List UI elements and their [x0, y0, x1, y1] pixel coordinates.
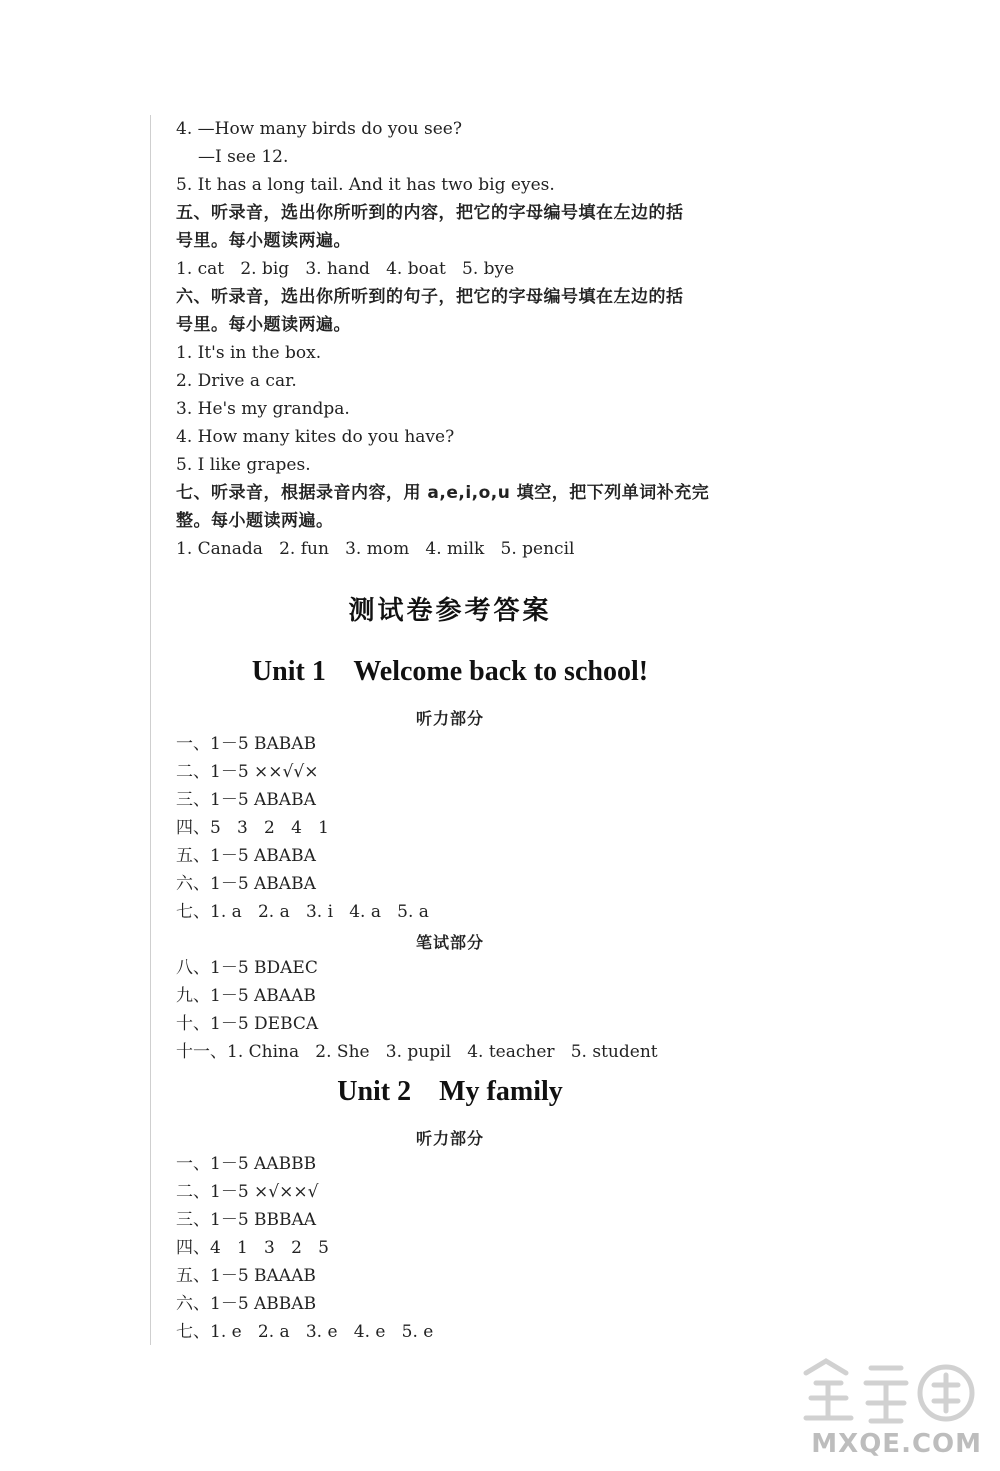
unit1-listening-answers [176, 730, 736, 926]
answer-key-title: 测试卷参考答案 [348, 596, 552, 626]
answer-row: 六、1－5 ABBAB [176, 1294, 317, 1314]
q7-heading-cont: 整。每小题读两遍。 [176, 511, 334, 531]
answer-row: 八、1－5 BDAEC [176, 958, 318, 978]
answer-row: 五、1－5 BAAAB [176, 1266, 316, 1286]
answer-row: 四、4 1 3 2 5 [176, 1238, 329, 1258]
q7-answers: 1. Canada 2. fun 3. mom 4. milk 5. pencil [176, 539, 575, 559]
unit2-title: Unit 2 My family [337, 1076, 563, 1107]
answer-row: 二、1－5 ×√××√ [176, 1182, 319, 1202]
unit1-listening-label: 听力部分 [415, 709, 484, 728]
q7-heading: 七、听录音，根据录音内容，用 a,e,i,o,u 填空，把下列单词补充完 [176, 483, 710, 503]
q6-heading-cont: 号里。每小题读两遍。 [176, 315, 351, 335]
answer-row: 一、1－5 AABBB [176, 1154, 317, 1174]
unit2-listening-label: 听力部分 [415, 1129, 484, 1148]
q6-answer: 1. It's in the box. [176, 343, 322, 363]
q6-answer: 5. I like grapes. [176, 455, 311, 475]
script-line: —I see 12. [198, 147, 289, 167]
watermark-text: MXQE.COM [811, 1429, 982, 1459]
q6-answer: 2. Drive a car. [176, 371, 297, 391]
answer-row: 四、5 3 2 4 1 [176, 818, 329, 838]
script-line: 5. It has a long tail. And it has two big eyes. [176, 175, 555, 195]
answer-row: 三、1－5 ABABA [176, 790, 316, 810]
q6-heading: 六、听录音，选出你所听到的句子，把它的字母编号填在左边的括 [176, 287, 684, 307]
script-line: 4. —How many birds do you see? [176, 119, 462, 139]
q5-answers: 1. cat 2. big 3. hand 4. boat 5. bye [176, 259, 515, 279]
q6-answer: 4. How many kites do you have? [176, 427, 455, 447]
unit1-title: Unit 1 Welcome back to school! [251, 656, 649, 687]
listening-script-section [176, 115, 736, 563]
page-margin-line [150, 115, 151, 1345]
answer-row: 三、1－5 BBBAA [176, 1210, 317, 1230]
q5-heading: 五、听录音，选出你所听到的内容，把它的字母编号填在左边的括 [176, 203, 684, 223]
q6-answer: 3. He's my grandpa. [176, 399, 350, 419]
answer-row: 七、1. a 2. a 3. i 4. a 5. a [176, 902, 429, 922]
unit2-listening-answers [176, 1150, 736, 1346]
answer-row: 十一、1. China 2. She 3. pupil 4. teacher 5. student [176, 1042, 658, 1062]
answer-row: 二、1－5 ××√√× [176, 762, 319, 782]
answer-row: 十、1－5 DEBCA [176, 1014, 319, 1034]
answer-row: 七、1. e 2. a 3. e 4. e 5. e [176, 1322, 434, 1342]
q5-heading-cont: 号里。每小题读两遍。 [176, 231, 351, 251]
unit1-writing-label: 笔试部分 [415, 933, 484, 952]
unit1-writing-answers [176, 954, 736, 1066]
answer-row: 一、1－5 BABAB [176, 734, 317, 754]
answer-row: 六、1－5 ABABA [176, 874, 316, 894]
answer-row: 九、1－5 ABAAB [176, 986, 316, 1006]
answer-row: 五、1－5 ABABA [176, 846, 316, 866]
